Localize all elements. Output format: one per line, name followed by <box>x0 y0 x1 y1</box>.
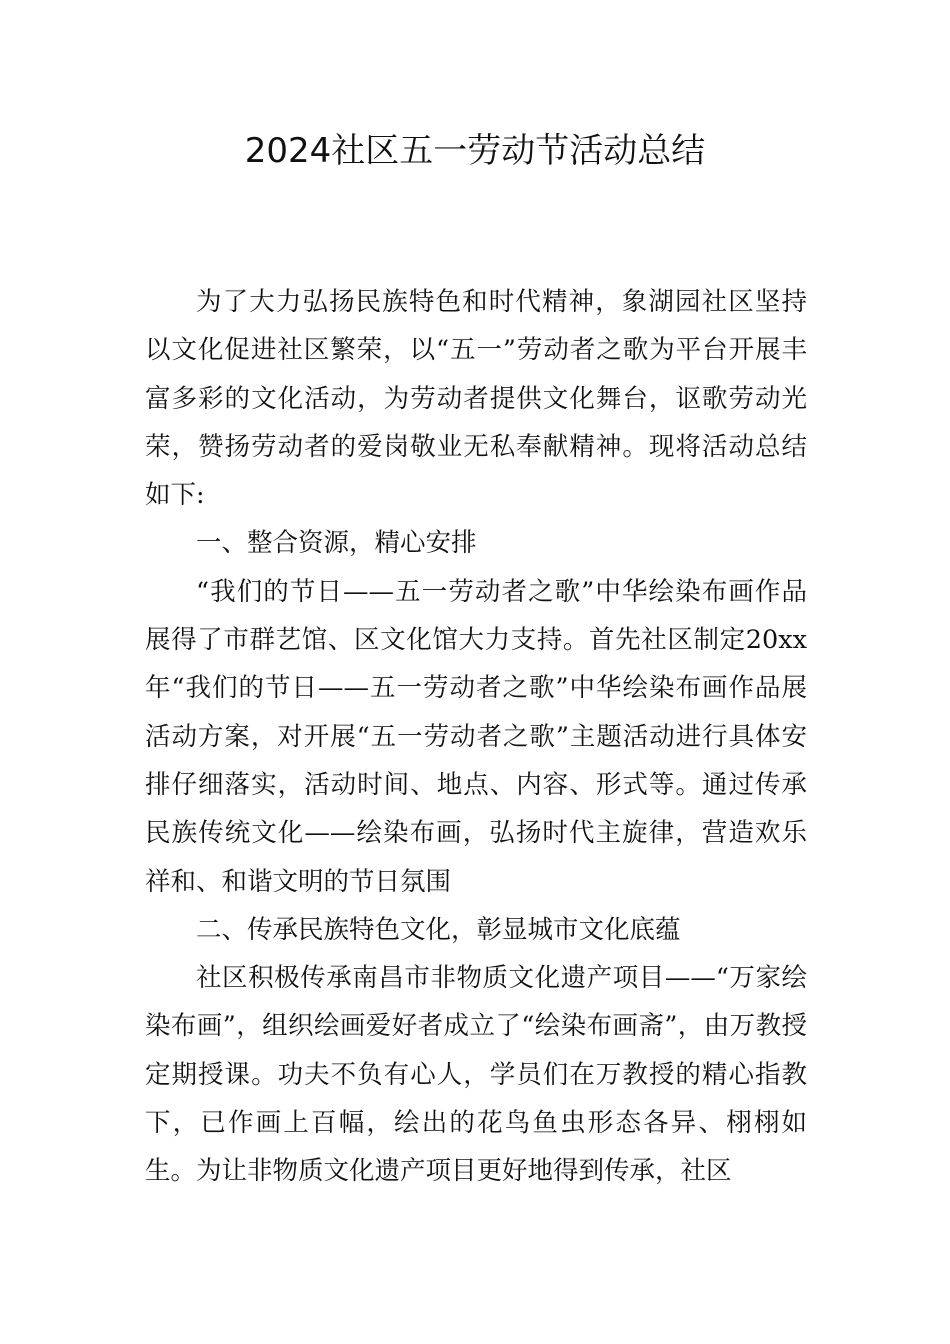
document-body <box>145 278 807 1196</box>
document-title: 2024社区五一劳动节活动总结 <box>244 131 706 171</box>
section-heading-1: 一、整合资源，精心安排 <box>196 528 477 559</box>
intro-paragraph: 为了大力弘扬民族特色和时代精神，象湖园社区坚持以文化促进社区繁荣，以“五一”劳动者之歌为平台开展丰富多彩的文化活动，为劳动者提供文化舞台，讴歌劳动光荣，赞扬劳动者的爱岗敬业无私奉献精神。现将活动总结如下: <box>145 287 807 511</box>
section-paragraph-1: “我们的节日——五一劳动者之歌”中华绘染布画作品展得了市群艺馆、区文化馆大力支持。首先社区制定20xx年“我们的节日——五一劳动者之歌”中华绘染布画作品展活动方案，对开展“五一劳动者之歌”主题活动进行具体安排仔细落实，活动时间、地点、内容、形式等。通过传承民族传统文化——绘染布画，弘扬时代主旋律，营造欢乐祥和、和谐文明的节日氛围 <box>145 576 807 897</box>
section-heading-2: 二、传承民族特色文化，彰显城市文化底蕴 <box>196 914 681 945</box>
section-paragraph-2: 社区积极传承南昌市非物质文化遗产项目——“万家绘染布画”，组织绘画爱好者成立了“绘染布画斋”，由万教授定期授课。功夫不负有心人，学员们在万教授的精心指教下，已作画上百幅，绘出的花鸟鱼虫形态各异、栩栩如生。为让非物质文化遗产项目更好地得到传承，社区 <box>145 963 807 1187</box>
